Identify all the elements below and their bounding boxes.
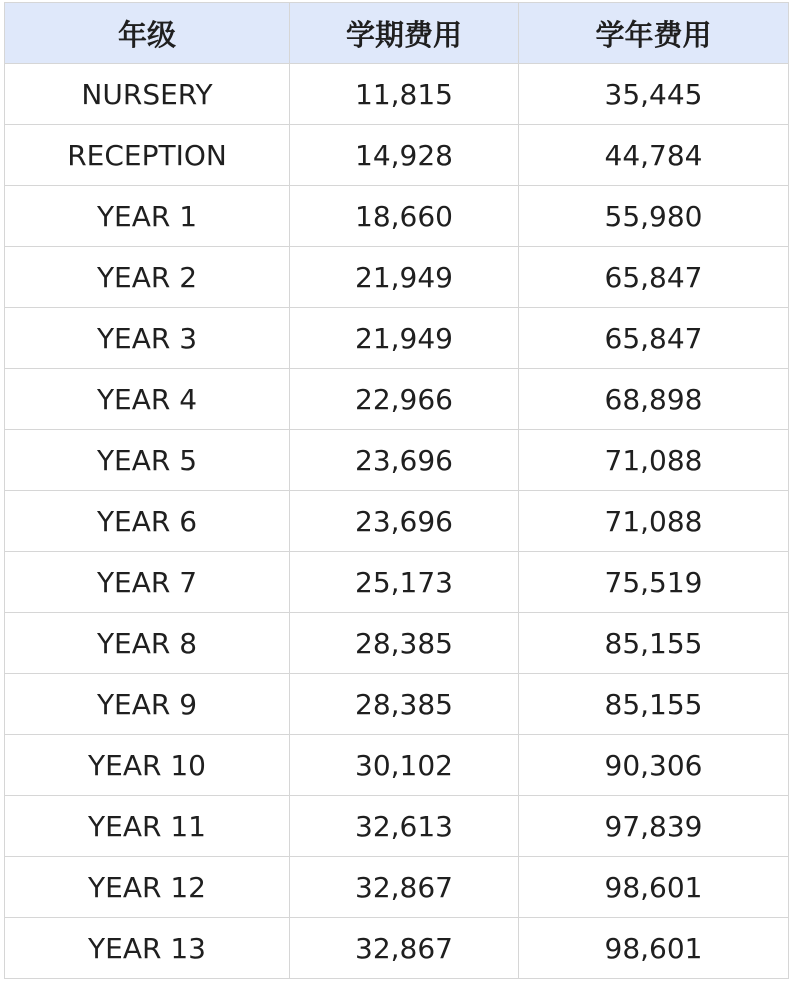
annual-fee-cell: 65,847 (519, 308, 789, 369)
term-fee-cell: 30,102 (290, 735, 519, 796)
table-row (5, 369, 789, 430)
grade-cell: NURSERY (5, 64, 290, 125)
grade-cell: YEAR 3 (5, 308, 290, 369)
table-row (5, 125, 789, 186)
table-row (5, 857, 789, 918)
header-grade: 年级 (5, 3, 290, 64)
grade-cell: YEAR 13 (5, 918, 290, 979)
annual-fee-cell: 75,519 (519, 552, 789, 613)
table-body (5, 64, 789, 979)
grade-cell: YEAR 1 (5, 186, 290, 247)
term-fee-cell: 23,696 (290, 491, 519, 552)
grade-cell: YEAR 8 (5, 613, 290, 674)
grade-cell: YEAR 6 (5, 491, 290, 552)
annual-fee-cell: 98,601 (519, 857, 789, 918)
term-fee-cell: 32,613 (290, 796, 519, 857)
grade-cell: YEAR 12 (5, 857, 290, 918)
term-fee-cell: 22,966 (290, 369, 519, 430)
table-header (5, 3, 789, 64)
table-row (5, 491, 789, 552)
header-term-fee: 学期费用 (290, 3, 519, 64)
term-fee-cell: 32,867 (290, 857, 519, 918)
term-fee-cell: 21,949 (290, 308, 519, 369)
table-row (5, 552, 789, 613)
table-row (5, 308, 789, 369)
table-row (5, 918, 789, 979)
term-fee-cell: 11,815 (290, 64, 519, 125)
table-row (5, 735, 789, 796)
term-fee-cell: 21,949 (290, 247, 519, 308)
annual-fee-cell: 71,088 (519, 491, 789, 552)
header-row (5, 3, 789, 64)
term-fee-cell: 28,385 (290, 613, 519, 674)
table-row (5, 674, 789, 735)
term-fee-cell: 32,867 (290, 918, 519, 979)
grade-cell: YEAR 5 (5, 430, 290, 491)
table-row (5, 430, 789, 491)
grade-cell: YEAR 9 (5, 674, 290, 735)
grade-cell: YEAR 10 (5, 735, 290, 796)
annual-fee-cell: 97,839 (519, 796, 789, 857)
annual-fee-cell: 55,980 (519, 186, 789, 247)
grade-cell: YEAR 4 (5, 369, 290, 430)
annual-fee-cell: 68,898 (519, 369, 789, 430)
fee-table (4, 2, 789, 979)
annual-fee-cell: 44,784 (519, 125, 789, 186)
grade-cell: YEAR 7 (5, 552, 290, 613)
header-annual-fee: 学年费用 (519, 3, 789, 64)
term-fee-cell: 28,385 (290, 674, 519, 735)
table-row (5, 247, 789, 308)
table-row (5, 796, 789, 857)
annual-fee-cell: 35,445 (519, 64, 789, 125)
grade-cell: RECEPTION (5, 125, 290, 186)
table-row (5, 64, 789, 125)
annual-fee-cell: 98,601 (519, 918, 789, 979)
annual-fee-cell: 65,847 (519, 247, 789, 308)
term-fee-cell: 14,928 (290, 125, 519, 186)
table-row (5, 613, 789, 674)
annual-fee-cell: 85,155 (519, 674, 789, 735)
grade-cell: YEAR 11 (5, 796, 290, 857)
term-fee-cell: 23,696 (290, 430, 519, 491)
term-fee-cell: 25,173 (290, 552, 519, 613)
grade-cell: YEAR 2 (5, 247, 290, 308)
annual-fee-cell: 85,155 (519, 613, 789, 674)
term-fee-cell: 18,660 (290, 186, 519, 247)
annual-fee-cell: 71,088 (519, 430, 789, 491)
annual-fee-cell: 90,306 (519, 735, 789, 796)
table-row (5, 186, 789, 247)
